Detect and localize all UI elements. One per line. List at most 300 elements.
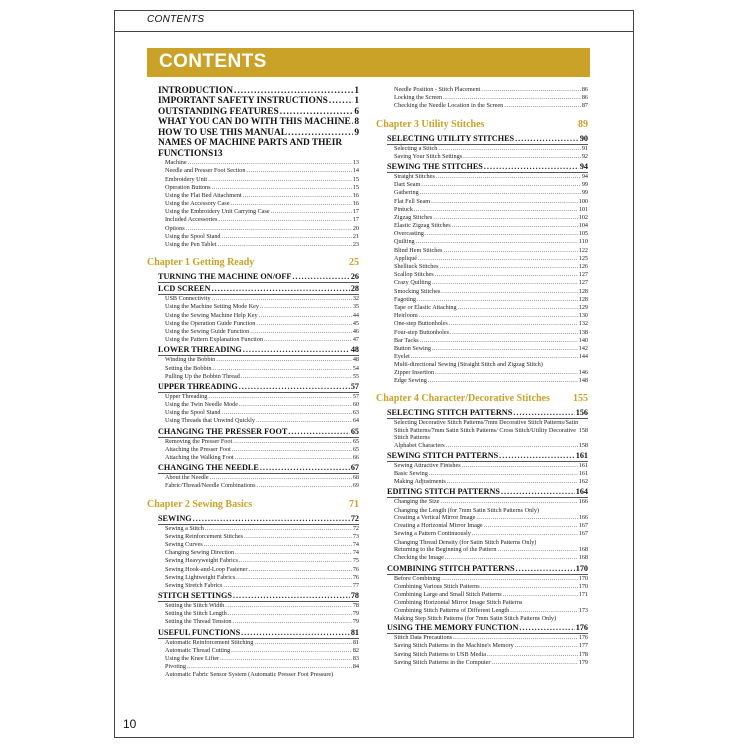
toc-entry-label: UPPER THREADING [158, 381, 238, 391]
toc-entry-label: Smocking Stitches [394, 287, 441, 295]
toc-subentry[interactable] [394, 198, 588, 206]
toc-entry-label: Using the Accessory Case [165, 200, 230, 208]
toc-entry-label: Using the Pattern Explanation Function [165, 336, 263, 344]
leader-dots [246, 167, 351, 175]
toc-subentry[interactable] [394, 522, 588, 530]
toc-section[interactable] [158, 627, 359, 639]
chapter-heading[interactable] [147, 255, 359, 271]
toc-section[interactable] [158, 271, 359, 283]
toc-page-number: 170 [575, 563, 588, 573]
toc-subentry[interactable] [394, 607, 588, 615]
toc-subentry[interactable] [394, 478, 588, 486]
toc-section[interactable] [387, 450, 588, 462]
toc-page-number: 176 [575, 623, 588, 633]
leader-dots [418, 255, 578, 263]
toc-subentry[interactable] [165, 655, 359, 663]
toc-subentry[interactable] [394, 238, 588, 246]
toc-subentry[interactable] [394, 145, 588, 153]
toc-subentry[interactable] [165, 393, 359, 401]
toc-subentry[interactable] [394, 470, 588, 478]
toc-page-number: 9 [354, 127, 359, 138]
toc-subentry[interactable] [165, 417, 359, 425]
toc-page-number: 167 [578, 522, 588, 530]
chapter-title: Chapter 1 Getting Ready [147, 257, 255, 269]
leader-dots [425, 230, 578, 238]
toc-page-number: 110 [578, 238, 588, 246]
toc-subentry[interactable] [394, 247, 588, 255]
leader-dots [218, 241, 352, 249]
toc-subentry[interactable] [394, 206, 588, 214]
toc-subentry[interactable] [165, 574, 359, 582]
toc-subentry[interactable] [165, 482, 359, 490]
toc-subentry[interactable] [165, 159, 359, 167]
chapter-page: 71 [349, 498, 359, 510]
chapter-heading[interactable] [147, 497, 359, 513]
toc-subentry[interactable] [394, 583, 588, 591]
leader-dots [462, 462, 578, 470]
toc-subentry[interactable] [394, 369, 588, 377]
toc-entry-label: Edge Sewing [394, 376, 427, 384]
toc-entry-label: Dart Seam [394, 181, 421, 189]
toc-entry-label: Machine [165, 159, 187, 167]
toc-subentry[interactable] [394, 337, 588, 345]
leader-dots [481, 583, 578, 591]
toc-top-entry[interactable] [158, 117, 359, 127]
toc-page-number: 54 [352, 364, 359, 372]
toc-entry-label: Using the Pen Tablet [165, 241, 217, 249]
toc-subentry[interactable] [394, 279, 588, 287]
toc-entry-label: Zigzag Stitches [394, 213, 433, 221]
leader-dots [288, 426, 350, 437]
toc-subentry[interactable] [165, 474, 359, 482]
toc-page-number: 17 [352, 216, 359, 224]
leader-dots [230, 200, 351, 208]
toc-entry-label: Using the Knee Lifter [165, 655, 220, 663]
leader-dots [420, 337, 578, 345]
leader-dots [416, 238, 578, 246]
leader-dots [497, 546, 577, 554]
leader-dots [259, 312, 352, 320]
toc-subentry[interactable] [394, 296, 588, 304]
toc-entry-label: USB Connectivity [165, 295, 211, 303]
toc-entry-label: Bar Tacks [394, 336, 419, 344]
toc-subentry[interactable] [394, 642, 588, 650]
toc-subentry[interactable] [165, 671, 359, 679]
toc-subentry[interactable] [394, 222, 588, 230]
header-rule [114, 31, 634, 32]
leader-dots [491, 659, 577, 667]
leader-dots [440, 498, 577, 506]
toc-entry-label: OUTSTANDING FEATURES [158, 106, 279, 117]
toc-page-number: 140 [578, 336, 588, 344]
leader-dots [212, 295, 352, 303]
toc-subentry[interactable] [394, 329, 588, 337]
toc-subentry[interactable] [394, 345, 588, 353]
toc-page-number: 8 [354, 117, 359, 128]
toc-entry-label: Flat Fell Seam [394, 197, 431, 205]
toc-page-number: 44 [352, 311, 359, 319]
toc-page-number: 73 [352, 532, 359, 540]
toc-entry-label: Stitch Data Precautions [394, 634, 453, 642]
toc-subentry[interactable] [394, 514, 588, 522]
leader-dots [234, 86, 353, 96]
leader-dots [476, 514, 577, 522]
toc-page-number: 127 [578, 271, 588, 279]
leader-dots [463, 153, 581, 161]
toc-entry-label: Crazy Quilting [394, 279, 431, 287]
toc-page-number: 74 [352, 549, 359, 557]
toc-section[interactable] [387, 407, 588, 419]
leader-dots [443, 247, 577, 255]
chapter-title: Chapter 3 Utility Stitches [376, 118, 485, 130]
leader-dots [441, 575, 577, 583]
leader-dots [239, 401, 352, 409]
toc-subentry[interactable] [165, 295, 359, 303]
toc-entry-label: Using Threads that Unwind Quickly [165, 417, 255, 425]
toc-subentry[interactable] [394, 102, 588, 110]
toc-entry-label: Sewing a Pattern Continuously [394, 530, 471, 538]
toc-entry-label: Pintuck [394, 205, 413, 213]
toc-entry-label: Changing Sewing Direction [165, 549, 235, 557]
toc-subentry[interactable] [165, 167, 359, 175]
toc-subentry[interactable] [394, 462, 588, 470]
toc-subentry[interactable] [394, 153, 588, 161]
toc-page-number: 16 [352, 191, 359, 199]
toc-subentry[interactable] [165, 216, 359, 224]
toc-subentry[interactable] [165, 336, 359, 344]
toc-page-number: 158 [578, 426, 588, 434]
toc-subentry[interactable] [394, 377, 588, 385]
toc-page-number: 28 [350, 284, 359, 294]
toc-section[interactable] [387, 563, 588, 575]
toc-page-number: 65 [352, 445, 359, 453]
toc-subentry[interactable] [165, 356, 359, 364]
toc-page-number: 132 [578, 320, 588, 328]
toc-entry-label: Using the Flat Bed Attachment [165, 191, 242, 199]
toc-entry-label: WHAT YOU CAN DO WITH THIS MACHINE [158, 117, 351, 128]
toc-page-number: 1 [354, 86, 359, 96]
toc-subentry[interactable] [165, 303, 359, 311]
toc-entry-label: Making Step Stitch Patterns (for 7mm Satin Stitch Patterns Only) [394, 614, 557, 622]
toc-section[interactable] [158, 344, 359, 356]
toc-section[interactable] [387, 622, 588, 634]
toc-page-number: 76 [352, 573, 359, 581]
toc-subentry[interactable] [165, 639, 359, 647]
toc-page-number: 86 [581, 86, 588, 93]
toc-subentry[interactable] [394, 539, 588, 547]
toc-left-column [147, 86, 359, 679]
toc-section[interactable] [158, 462, 359, 474]
toc-subentry[interactable] [394, 353, 588, 361]
toc-page-number: 76 [352, 565, 359, 573]
toc-page-number: 168 [578, 554, 588, 562]
chapter-heading[interactable] [376, 391, 588, 407]
leader-dots [271, 208, 352, 216]
toc-entry-label: STITCH SETTINGS [158, 591, 232, 601]
toc-subentry[interactable] [165, 312, 359, 320]
toc-subentry[interactable] [394, 271, 588, 279]
toc-page-number: 129 [578, 303, 588, 311]
toc-subentry[interactable] [394, 304, 588, 312]
toc-subentry[interactable] [165, 454, 359, 462]
toc-section[interactable] [158, 590, 359, 602]
toc-section[interactable] [158, 283, 359, 295]
leader-dots [244, 533, 352, 541]
toc-entry-label: Creating a Horizontal Mirror Image [394, 522, 483, 530]
toc-page-number: 162 [578, 478, 588, 486]
toc-entry-label: Using the Spool Stand [165, 232, 221, 240]
toc-entry-label: Embroidery Unit [165, 175, 208, 183]
toc-page-number: 67 [350, 463, 359, 473]
toc-top-entry[interactable] [158, 96, 359, 106]
toc-subentry[interactable] [165, 184, 359, 192]
leader-dots [513, 407, 574, 418]
toc-entry-label: Sewing Attractive Finishes [394, 461, 461, 469]
toc-entry-label: Returning to the Beginning of the Pattern [394, 546, 497, 554]
toc-subentry[interactable] [394, 575, 588, 583]
toc-page-number: 20 [352, 224, 359, 232]
toc-top-entry[interactable] [158, 107, 359, 117]
toc-subentry[interactable] [165, 541, 359, 549]
toc-page-number: 92 [581, 152, 588, 160]
toc-page-number: 90 [579, 133, 588, 143]
leader-dots [515, 642, 578, 650]
toc-page-number: 47 [352, 336, 359, 344]
leader-dots [436, 173, 581, 181]
running-header: CONTENTS [147, 14, 205, 25]
toc-entry-label: Automatic Thread Cutting [165, 646, 231, 654]
toc-entry-label: Zipper Insertion [394, 368, 435, 376]
toc-subentry[interactable] [394, 419, 588, 442]
toc-subentry[interactable] [394, 214, 588, 222]
toc-subentry[interactable] [394, 507, 588, 515]
toc-entry-label: COMBINING STITCH PATTERNS [387, 563, 515, 573]
toc-subentry[interactable] [394, 255, 588, 263]
toc-page-number: 161 [578, 470, 588, 477]
toc-entry-label: TURNING THE MACHINE ON/OFF [158, 272, 292, 282]
toc-entry-label: Sewing Heavyweight Fabrics [165, 557, 238, 565]
toc-subentry[interactable] [394, 86, 588, 94]
toc-subentry[interactable] [165, 549, 359, 557]
toc-page-number: 148 [578, 376, 588, 384]
toc-subentry[interactable] [165, 663, 359, 671]
toc-subentry[interactable] [165, 233, 359, 241]
toc-section[interactable] [158, 513, 359, 525]
toc-page-number: 66 [352, 454, 359, 462]
toc-page-number: 91 [581, 144, 588, 152]
toc-page-number: 65 [350, 426, 359, 436]
toc-top-entry[interactable] [158, 138, 359, 159]
toc-page-number: 79 [352, 618, 359, 626]
toc-entry-label: Automatic Fabric Sensor System (Automatic Presser Foot Pressure) [165, 671, 334, 679]
toc-entry-label: Using the Spool Stand [165, 409, 221, 417]
toc-page-number: 138 [578, 328, 588, 336]
leader-dots [212, 365, 351, 373]
leader-dots [432, 279, 578, 287]
leader-dots [445, 554, 578, 562]
toc-entry-label: One-step Buttonholes [394, 320, 448, 328]
toc-subentry[interactable] [165, 525, 359, 533]
leader-dots [254, 639, 351, 647]
toc-page-number: 55 [352, 372, 359, 380]
toc-page-number: 156 [575, 408, 588, 418]
leader-dots [487, 651, 578, 659]
toc-entry-label: INTRODUCTION [158, 86, 234, 96]
toc-entry-label: Straight Stitches [394, 172, 435, 180]
leader-dots [499, 450, 575, 461]
toc-section[interactable] [387, 133, 588, 145]
toc-subentry[interactable] [394, 173, 588, 181]
toc-page-number: 6 [354, 106, 359, 117]
leader-dots [193, 513, 350, 524]
toc-subentry[interactable] [394, 546, 588, 554]
toc-subentry[interactable] [394, 634, 588, 642]
toc-entry-label: Saving Stitch Patterns in the Computer [394, 658, 491, 666]
toc-subentry[interactable] [165, 241, 359, 249]
toc-entry-label: Options [165, 224, 185, 232]
toc-subentry[interactable] [165, 373, 359, 381]
leader-dots [292, 271, 349, 282]
toc-page-number: 130 [578, 312, 588, 320]
toc-subentry[interactable] [165, 401, 359, 409]
leader-dots [411, 353, 578, 361]
leader-dots [222, 233, 352, 241]
toc-page-number: 144 [578, 353, 588, 361]
toc-entry-label: CHANGING THE PRESSER FOOT [158, 426, 288, 436]
toc-entry-label: SELECTING UTILITY STITCHES [387, 133, 515, 143]
leader-dots [212, 283, 350, 294]
toc-entry-label: Included Accessories [165, 216, 218, 224]
toc-entry-label: Using the Operation Guide Function [165, 319, 256, 327]
toc-subentry[interactable] [394, 230, 588, 238]
leader-dots [510, 607, 578, 615]
toc-subentry[interactable] [165, 192, 359, 200]
leader-dots [231, 647, 352, 655]
toc-subentry[interactable] [394, 181, 588, 189]
toc-page-number: 166 [578, 498, 588, 506]
toc-subentry[interactable] [165, 566, 359, 574]
toc-page-number: 105 [578, 230, 588, 238]
toc-subentry[interactable] [165, 438, 359, 446]
toc-page-number: 57 [352, 392, 359, 400]
toc-section[interactable] [158, 426, 359, 438]
toc-entry-label: Changing Thread Density (for Satin Stitch Patterns Only) [394, 538, 537, 546]
toc-subentry[interactable] [394, 651, 588, 659]
toc-subentry[interactable] [394, 312, 588, 320]
toc-entry-label: Setting the Stitch Length [165, 610, 227, 618]
toc-subentry[interactable] [394, 320, 588, 328]
toc-entry-label: EDITING STITCH PATTERNS [387, 487, 500, 497]
toc-entry-label: Sewing Reinforcement Stitches [165, 532, 244, 540]
toc-entry-label: Fagoting [394, 295, 417, 303]
toc-subentry[interactable] [394, 615, 588, 623]
toc-entry-label: NAMES OF MACHINE PARTS AND THEIR FUNCTIONS [158, 137, 343, 159]
toc-page-number: 21 [352, 232, 359, 240]
toc-subentry[interactable] [165, 647, 359, 655]
leader-dots [243, 192, 352, 200]
toc-subentry[interactable] [394, 591, 588, 599]
leader-dots [419, 312, 578, 320]
toc-subentry[interactable] [165, 328, 359, 336]
toc-entry-label: Making Adjustments [394, 478, 446, 486]
toc-page-number: 69 [352, 482, 359, 490]
toc-page-number: 63 [352, 409, 359, 417]
leader-dots [239, 381, 350, 392]
toc-section[interactable] [387, 486, 588, 498]
toc-entry-label: Sewing Stretch Fabrics [165, 581, 223, 589]
toc-subentry[interactable] [394, 530, 588, 538]
toc-section[interactable] [387, 161, 588, 173]
toc-subentry[interactable] [165, 610, 359, 618]
toc-subentry[interactable] [394, 659, 588, 667]
leader-dots [223, 582, 351, 590]
toc-entry-label: IMPORTANT SAFETY INSTRUCTIONS [158, 96, 328, 107]
toc-subentry[interactable] [165, 602, 359, 610]
toc-entry-label: Changing the Size [394, 498, 440, 506]
toc-entry-label: Overcasting [394, 230, 424, 238]
toc-page-number: 16 [352, 200, 359, 208]
toc-entry-label: Upper Threading [165, 392, 208, 400]
toc-entry-label: Attaching the Presser Foot [165, 445, 231, 453]
leader-dots [428, 377, 578, 385]
toc-subentry[interactable] [394, 288, 588, 296]
toc-top-entry[interactable] [158, 86, 359, 96]
toc-subentry[interactable] [165, 446, 359, 454]
leader-dots [233, 438, 352, 446]
toc-subentry[interactable] [394, 361, 588, 369]
toc-entry-label: LCD SCREEN [158, 284, 211, 294]
toc-subentry[interactable] [394, 498, 588, 506]
leader-dots [186, 225, 352, 233]
toc-entry-label: Before Combining [394, 574, 441, 582]
toc-page-number: 14 [352, 167, 359, 175]
leader-dots [481, 86, 581, 94]
toc-subentry[interactable] [394, 599, 588, 607]
toc-subentry[interactable] [394, 442, 588, 450]
toc-page-number: 164 [575, 487, 588, 497]
toc-subentry[interactable] [165, 208, 359, 216]
toc-subentry[interactable] [394, 263, 588, 271]
toc-subentry[interactable] [394, 94, 588, 102]
toc-subentry[interactable] [165, 557, 359, 565]
leader-dots [440, 263, 578, 271]
toc-subentry[interactable] [165, 225, 359, 233]
toc-subentry[interactable] [165, 176, 359, 184]
chapter-heading[interactable] [376, 117, 588, 133]
toc-subentry[interactable] [165, 320, 359, 328]
toc-entry-label: Fabric/Thread/Needle Combinations [165, 482, 256, 490]
leader-dots [256, 320, 351, 328]
toc-subentry[interactable] [165, 582, 359, 590]
toc-subentry[interactable] [165, 618, 359, 626]
toc-entry-label: Gathering [394, 189, 419, 197]
toc-subentry[interactable] [394, 189, 588, 197]
toc-entry-label: Operation Buttons [165, 183, 211, 191]
toc-entry-label: Using the Embroidery Unit Carrying Case [165, 208, 270, 216]
toc-subentry[interactable] [394, 554, 588, 562]
toc-subentry[interactable] [165, 200, 359, 208]
toc-subentry[interactable] [165, 365, 359, 373]
toc-entry-label: Basic Sewing [394, 470, 428, 477]
toc-entry-label: Combining Horizontal Mirror Image Stitch Patterns [394, 599, 523, 607]
toc-section[interactable] [158, 381, 359, 393]
toc-page-number: 166 [578, 514, 588, 522]
leader-dots [453, 634, 578, 642]
toc-subentry[interactable] [165, 409, 359, 417]
toc-subentry[interactable] [165, 533, 359, 541]
toc-entry-label: Pulling Up the Bobbin Thread [165, 372, 240, 380]
toc-top-entry[interactable] [158, 128, 359, 138]
